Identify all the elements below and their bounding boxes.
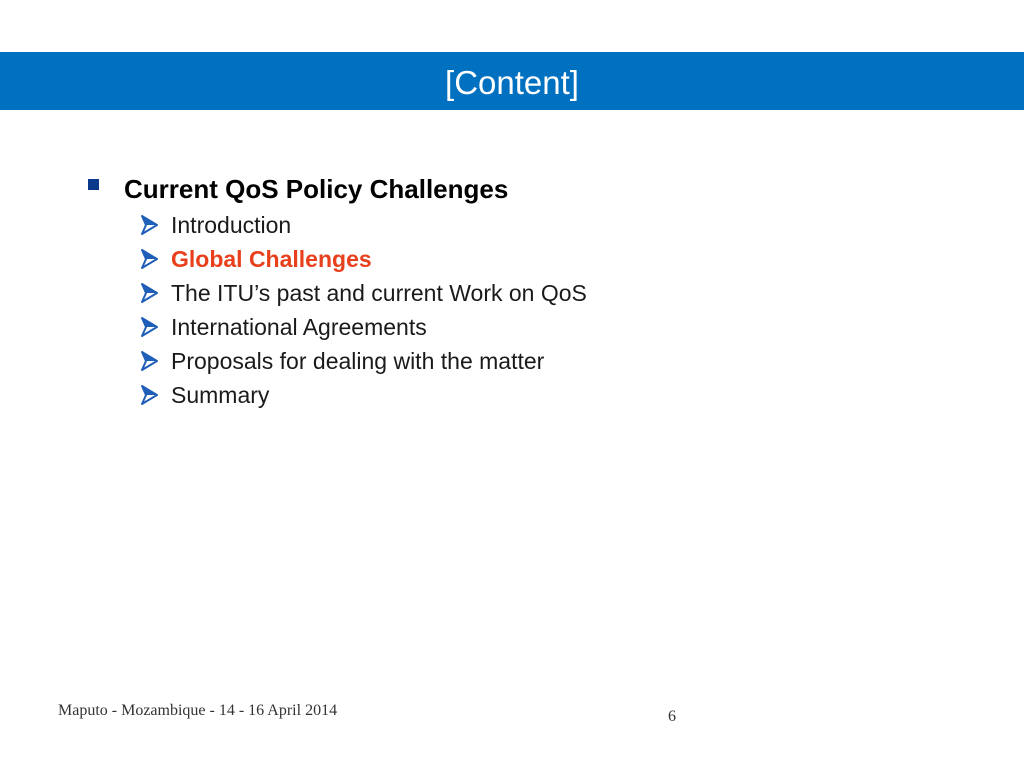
outline-sub-list [88, 208, 948, 412]
arrow-bullet-icon [138, 350, 160, 372]
arrow-bullet-icon [138, 384, 160, 406]
slide-title: [Content] [445, 63, 579, 101]
outline-sub-item [138, 208, 948, 242]
page-number: 6 [668, 708, 676, 725]
outline-sub-item [138, 242, 948, 276]
outline-sub-item [138, 378, 948, 412]
arrow-bullet-icon [138, 282, 160, 304]
outline-sub-item [138, 276, 948, 310]
outline-sub-label: The ITU’s past and current Work on QoS [171, 279, 587, 306]
outline-main-label: Current QoS Policy Challenges [124, 173, 509, 204]
outline-sub-item [138, 344, 948, 378]
arrow-bullet-icon [138, 248, 160, 270]
outline-sub-label: Summary [171, 381, 270, 408]
title-bar [0, 52, 1024, 110]
outline-sub-label: International Agreements [171, 313, 427, 340]
outline-main-item [88, 170, 948, 208]
outline [88, 170, 948, 412]
outline-sub-label: Introduction [171, 211, 292, 238]
outline-sub-label-active: Global Challenges [171, 245, 372, 272]
arrow-bullet-icon [138, 316, 160, 338]
outline-sub-item [138, 310, 948, 344]
square-bullet-icon [88, 179, 99, 190]
arrow-bullet-icon [138, 214, 160, 236]
footer-location-date: Maputo - Mozambique - 14 - 16 April 2014 [58, 702, 338, 719]
outline-sub-label: Proposals for dealing with the matter [171, 347, 545, 374]
